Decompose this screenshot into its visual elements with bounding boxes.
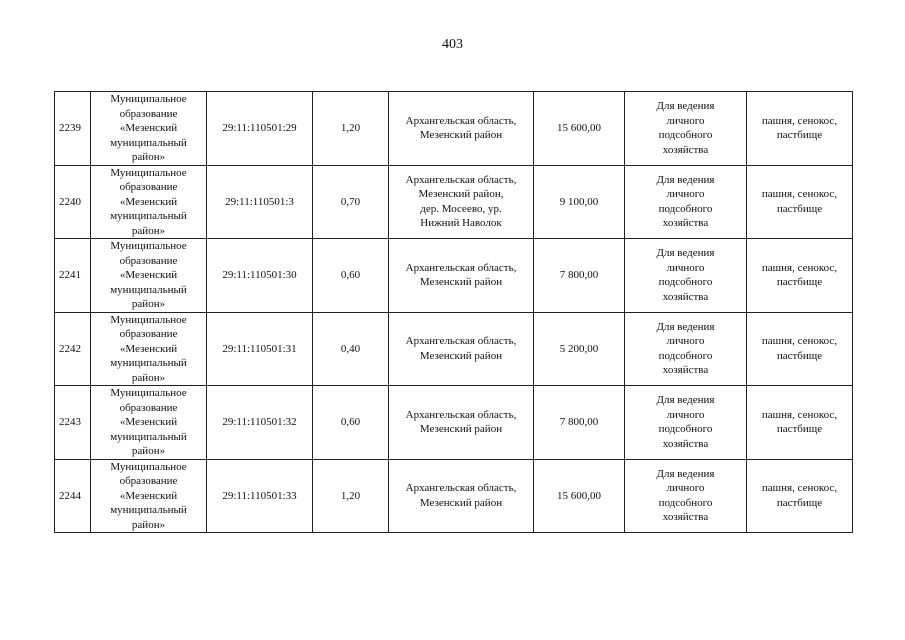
land-use-line: пастбище: [776, 202, 823, 215]
permitted-use-cell: [625, 165, 747, 239]
owner-line: муниципальный: [110, 210, 187, 222]
permitted-use-cell: [625, 386, 747, 460]
address-line: Мезенский район,: [418, 188, 504, 201]
address-line: Мезенский район: [419, 349, 503, 362]
row-number-cell: 2243: [55, 386, 91, 460]
address-line: Мезенский район: [419, 276, 503, 289]
address-line: Нижний Наволок: [420, 217, 502, 230]
owner-cell: [91, 312, 207, 386]
land-use-line: пастбище: [776, 129, 823, 142]
permitted-use-line: Для ведения: [656, 467, 715, 480]
permitted-use-line: подсобного: [658, 276, 713, 289]
table-body: [55, 92, 853, 533]
address-line: Архангельская область,: [405, 482, 517, 495]
owner-line: Муниципальное: [110, 313, 187, 326]
page-number: 403: [442, 37, 463, 52]
land-use-cell: [747, 386, 853, 460]
owner-line: «Мезенский: [119, 269, 178, 281]
permitted-use-line: Для ведения: [656, 100, 715, 113]
land-use-line: пашня, сенокос,: [761, 261, 838, 274]
cadastral-number-cell: 29:11:110501:30: [207, 239, 313, 313]
owner-cell: [91, 92, 207, 166]
owner-line: «Мезенский: [119, 195, 178, 208]
owner-line: муниципальный: [110, 283, 187, 296]
owner-line: «Мезенский: [119, 122, 178, 134]
permitted-use-line: личного: [666, 261, 705, 274]
address-cell: [389, 92, 534, 166]
address-line: Мезенский район: [419, 129, 503, 142]
land-use-line: пашня, сенокос,: [761, 408, 838, 421]
land-use-line: пашня, сенокос,: [761, 482, 838, 495]
permitted-use-line: хозяйства: [662, 217, 709, 230]
table-row: [55, 386, 853, 460]
owner-line: «Мезенский: [119, 489, 178, 502]
permitted-use-line: подсобного: [658, 496, 713, 509]
row-number-cell: 2244: [55, 459, 91, 533]
cadastral-number-cell: 29:11:110501:33: [207, 459, 313, 533]
row-number-cell: 2240: [55, 165, 91, 239]
address-line: дер. Мосеево, ур.: [420, 202, 502, 215]
land-use-cell: [747, 239, 853, 313]
permitted-use-line: подсобного: [658, 423, 713, 436]
cadastral-value-cell: 9 100,00: [534, 165, 625, 239]
permitted-use-line: подсобного: [658, 202, 713, 215]
area-cell: 1,20: [313, 92, 389, 166]
address-cell: [389, 239, 534, 313]
permitted-use-cell: [625, 92, 747, 166]
permitted-use-line: Для ведения: [656, 247, 715, 260]
land-use-cell: [747, 92, 853, 166]
address-line: Архангельская область,: [405, 173, 517, 186]
address-line: Архангельская область,: [405, 261, 517, 274]
owner-line: муниципальный: [110, 430, 187, 443]
land-plots-table: [54, 91, 853, 533]
land-use-line: пашня, сенокос,: [761, 188, 838, 201]
table-row: [55, 312, 853, 386]
address-cell: [389, 165, 534, 239]
area-cell: 0,40: [313, 312, 389, 386]
row-number-cell: 2241: [55, 239, 91, 313]
area-cell: 0,60: [313, 386, 389, 460]
permitted-use-line: личного: [666, 408, 705, 421]
address-line: Архангельская область,: [405, 408, 517, 421]
permitted-use-line: хозяйства: [662, 364, 709, 377]
row-number-cell: 2239: [55, 92, 91, 166]
land-use-cell: [747, 165, 853, 239]
permitted-use-line: Для ведения: [656, 173, 715, 186]
owner-line: Муниципальное: [110, 460, 187, 473]
owner-line: Муниципальное: [110, 240, 187, 252]
address-line: Мезенский район: [419, 496, 503, 509]
owner-line: муниципальный: [110, 136, 187, 149]
land-use-line: пастбище: [776, 423, 823, 436]
owner-line: район»: [131, 445, 166, 457]
cadastral-value-cell: 7 800,00: [534, 386, 625, 460]
permitted-use-line: личного: [666, 114, 705, 127]
owner-line: образование: [119, 328, 178, 340]
table-row: [55, 165, 853, 239]
cadastral-value-cell: 15 600,00: [534, 92, 625, 166]
cadastral-number-cell: 29:11:110501:3: [207, 165, 313, 239]
permitted-use-line: личного: [666, 335, 705, 348]
land-use-line: пашня, сенокос,: [761, 114, 838, 127]
area-cell: 0,60: [313, 239, 389, 313]
land-use-line: пастбище: [776, 276, 823, 289]
owner-cell: [91, 239, 207, 313]
permitted-use-line: хозяйства: [662, 437, 709, 450]
table-row: [55, 459, 853, 533]
owner-line: образование: [119, 401, 178, 414]
permitted-use-line: хозяйства: [662, 143, 709, 156]
address-cell: [389, 459, 534, 533]
owner-line: Муниципальное: [110, 93, 187, 105]
permitted-use-line: хозяйства: [662, 511, 709, 524]
permitted-use-cell: [625, 312, 747, 386]
owner-cell: [91, 386, 207, 460]
cadastral-value-cell: 5 200,00: [534, 312, 625, 386]
permitted-use-line: Для ведения: [656, 320, 715, 333]
permitted-use-cell: [625, 239, 747, 313]
table-row: [55, 92, 853, 166]
cadastral-number-cell: 29:11:110501:29: [207, 92, 313, 166]
owner-line: образование: [119, 254, 178, 267]
address-cell: [389, 386, 534, 460]
area-cell: 0,70: [313, 165, 389, 239]
cadastral-number-cell: 29:11:110501:32: [207, 386, 313, 460]
address-cell: [389, 312, 534, 386]
owner-line: «Мезенский: [119, 342, 178, 355]
address-line: Архангельская область,: [405, 114, 517, 127]
land-use-line: пастбище: [776, 349, 823, 362]
owner-line: район»: [131, 298, 166, 310]
address-line: Мезенский район: [419, 423, 503, 436]
area-cell: 1,20: [313, 459, 389, 533]
land-use-cell: [747, 459, 853, 533]
land-use-line: пашня, сенокос,: [761, 335, 838, 348]
permitted-use-line: Для ведения: [656, 394, 715, 407]
table-row: [55, 239, 853, 313]
cadastral-value-cell: 15 600,00: [534, 459, 625, 533]
land-use-cell: [747, 312, 853, 386]
land-use-line: пастбище: [776, 496, 823, 509]
owner-line: образование: [119, 475, 178, 487]
row-number-cell: 2242: [55, 312, 91, 386]
owner-line: Муниципальное: [110, 387, 187, 399]
owner-line: «Мезенский: [119, 416, 178, 428]
permitted-use-line: подсобного: [658, 129, 713, 142]
owner-cell: [91, 165, 207, 239]
owner-line: Муниципальное: [110, 166, 187, 179]
owner-line: образование: [119, 181, 178, 193]
permitted-use-line: личного: [666, 188, 705, 201]
permitted-use-cell: [625, 459, 747, 533]
cadastral-number-cell: 29:11:110501:31: [207, 312, 313, 386]
owner-line: район»: [131, 224, 166, 237]
owner-cell: [91, 459, 207, 533]
permitted-use-line: личного: [666, 482, 705, 495]
address-line: Архангельская область,: [405, 335, 517, 348]
cadastral-value-cell: 7 800,00: [534, 239, 625, 313]
permitted-use-line: подсобного: [658, 349, 713, 362]
owner-line: район»: [131, 518, 166, 531]
owner-line: район»: [131, 371, 166, 384]
owner-line: район»: [131, 151, 166, 163]
owner-line: муниципальный: [110, 357, 187, 369]
owner-line: образование: [119, 107, 178, 120]
permitted-use-line: хозяйства: [662, 290, 709, 303]
owner-line: муниципальный: [110, 504, 187, 516]
